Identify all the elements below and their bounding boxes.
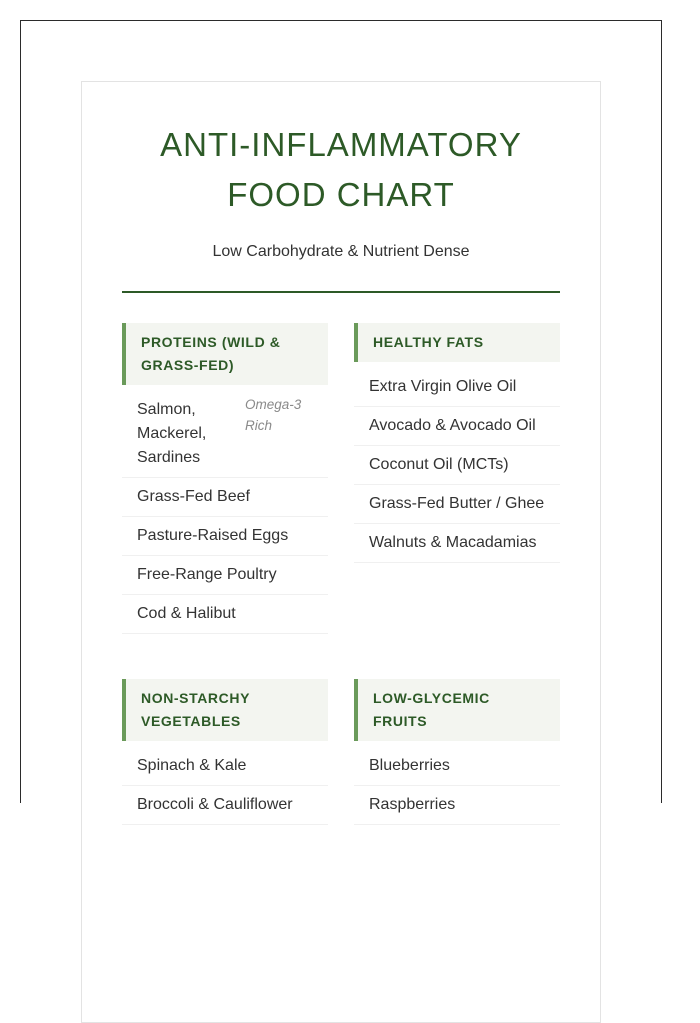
section-low-glycemic-fruits <box>354 679 560 825</box>
section-header: NON-STARCHY VEGETABLES <box>122 679 328 741</box>
food-name: Blueberries <box>369 757 450 774</box>
section-header: HEALTHY FATS <box>354 323 560 362</box>
list-item <box>354 485 560 524</box>
title-line-2: FOOD CHART <box>227 176 455 213</box>
food-name: Pasture-Raised Eggs <box>137 527 289 544</box>
food-chart-card <box>81 81 601 1023</box>
list-item <box>122 786 328 825</box>
food-name: Broccoli & Cauliflower <box>137 796 293 813</box>
food-name: Coconut Oil (MCTs) <box>369 456 509 473</box>
title-line-1: ANTI-INFLAMMATORY <box>160 126 522 163</box>
food-list <box>122 391 328 634</box>
food-name: Grass-Fed Beef <box>137 488 250 505</box>
list-item <box>122 517 328 556</box>
food-name: Walnuts & Macadamias <box>369 534 537 551</box>
list-item <box>354 524 560 563</box>
title-divider <box>122 291 560 293</box>
section-header: LOW-GLYCEMIC FRUITS <box>354 679 560 741</box>
food-list <box>122 747 328 825</box>
section-proteins <box>122 323 328 634</box>
page-title <box>122 120 560 220</box>
food-name: Raspberries <box>369 796 456 813</box>
food-name: Cod & Halibut <box>137 605 236 622</box>
food-note: Omega-3 Rich <box>245 397 302 433</box>
list-item <box>354 446 560 485</box>
food-name: Salmon, Mackerel, Sardines <box>137 401 207 466</box>
list-item <box>354 407 560 446</box>
list-item <box>122 747 328 786</box>
page-subtitle: Low Carbohydrate & Nutrient Dense <box>212 243 470 260</box>
list-item <box>122 595 328 634</box>
document-viewport <box>20 20 662 813</box>
list-item <box>122 391 328 478</box>
section-healthy-fats <box>354 323 560 563</box>
section-non-starchy-vegetables <box>122 679 328 825</box>
list-item <box>122 556 328 595</box>
food-list <box>354 368 560 563</box>
list-item <box>122 478 328 517</box>
food-name: Grass-Fed Butter / Ghee <box>369 495 545 512</box>
food-name: Spinach & Kale <box>137 757 247 774</box>
list-item <box>354 368 560 407</box>
food-category-grid <box>122 323 560 825</box>
food-list <box>354 747 560 825</box>
section-header: PROTEINS (WILD & GRASS-FED) <box>122 323 328 385</box>
list-item <box>354 786 560 825</box>
food-name: Avocado & Avocado Oil <box>369 417 536 434</box>
food-name: Free-Range Poultry <box>137 566 277 583</box>
list-item <box>354 747 560 786</box>
food-name: Extra Virgin Olive Oil <box>369 378 517 395</box>
